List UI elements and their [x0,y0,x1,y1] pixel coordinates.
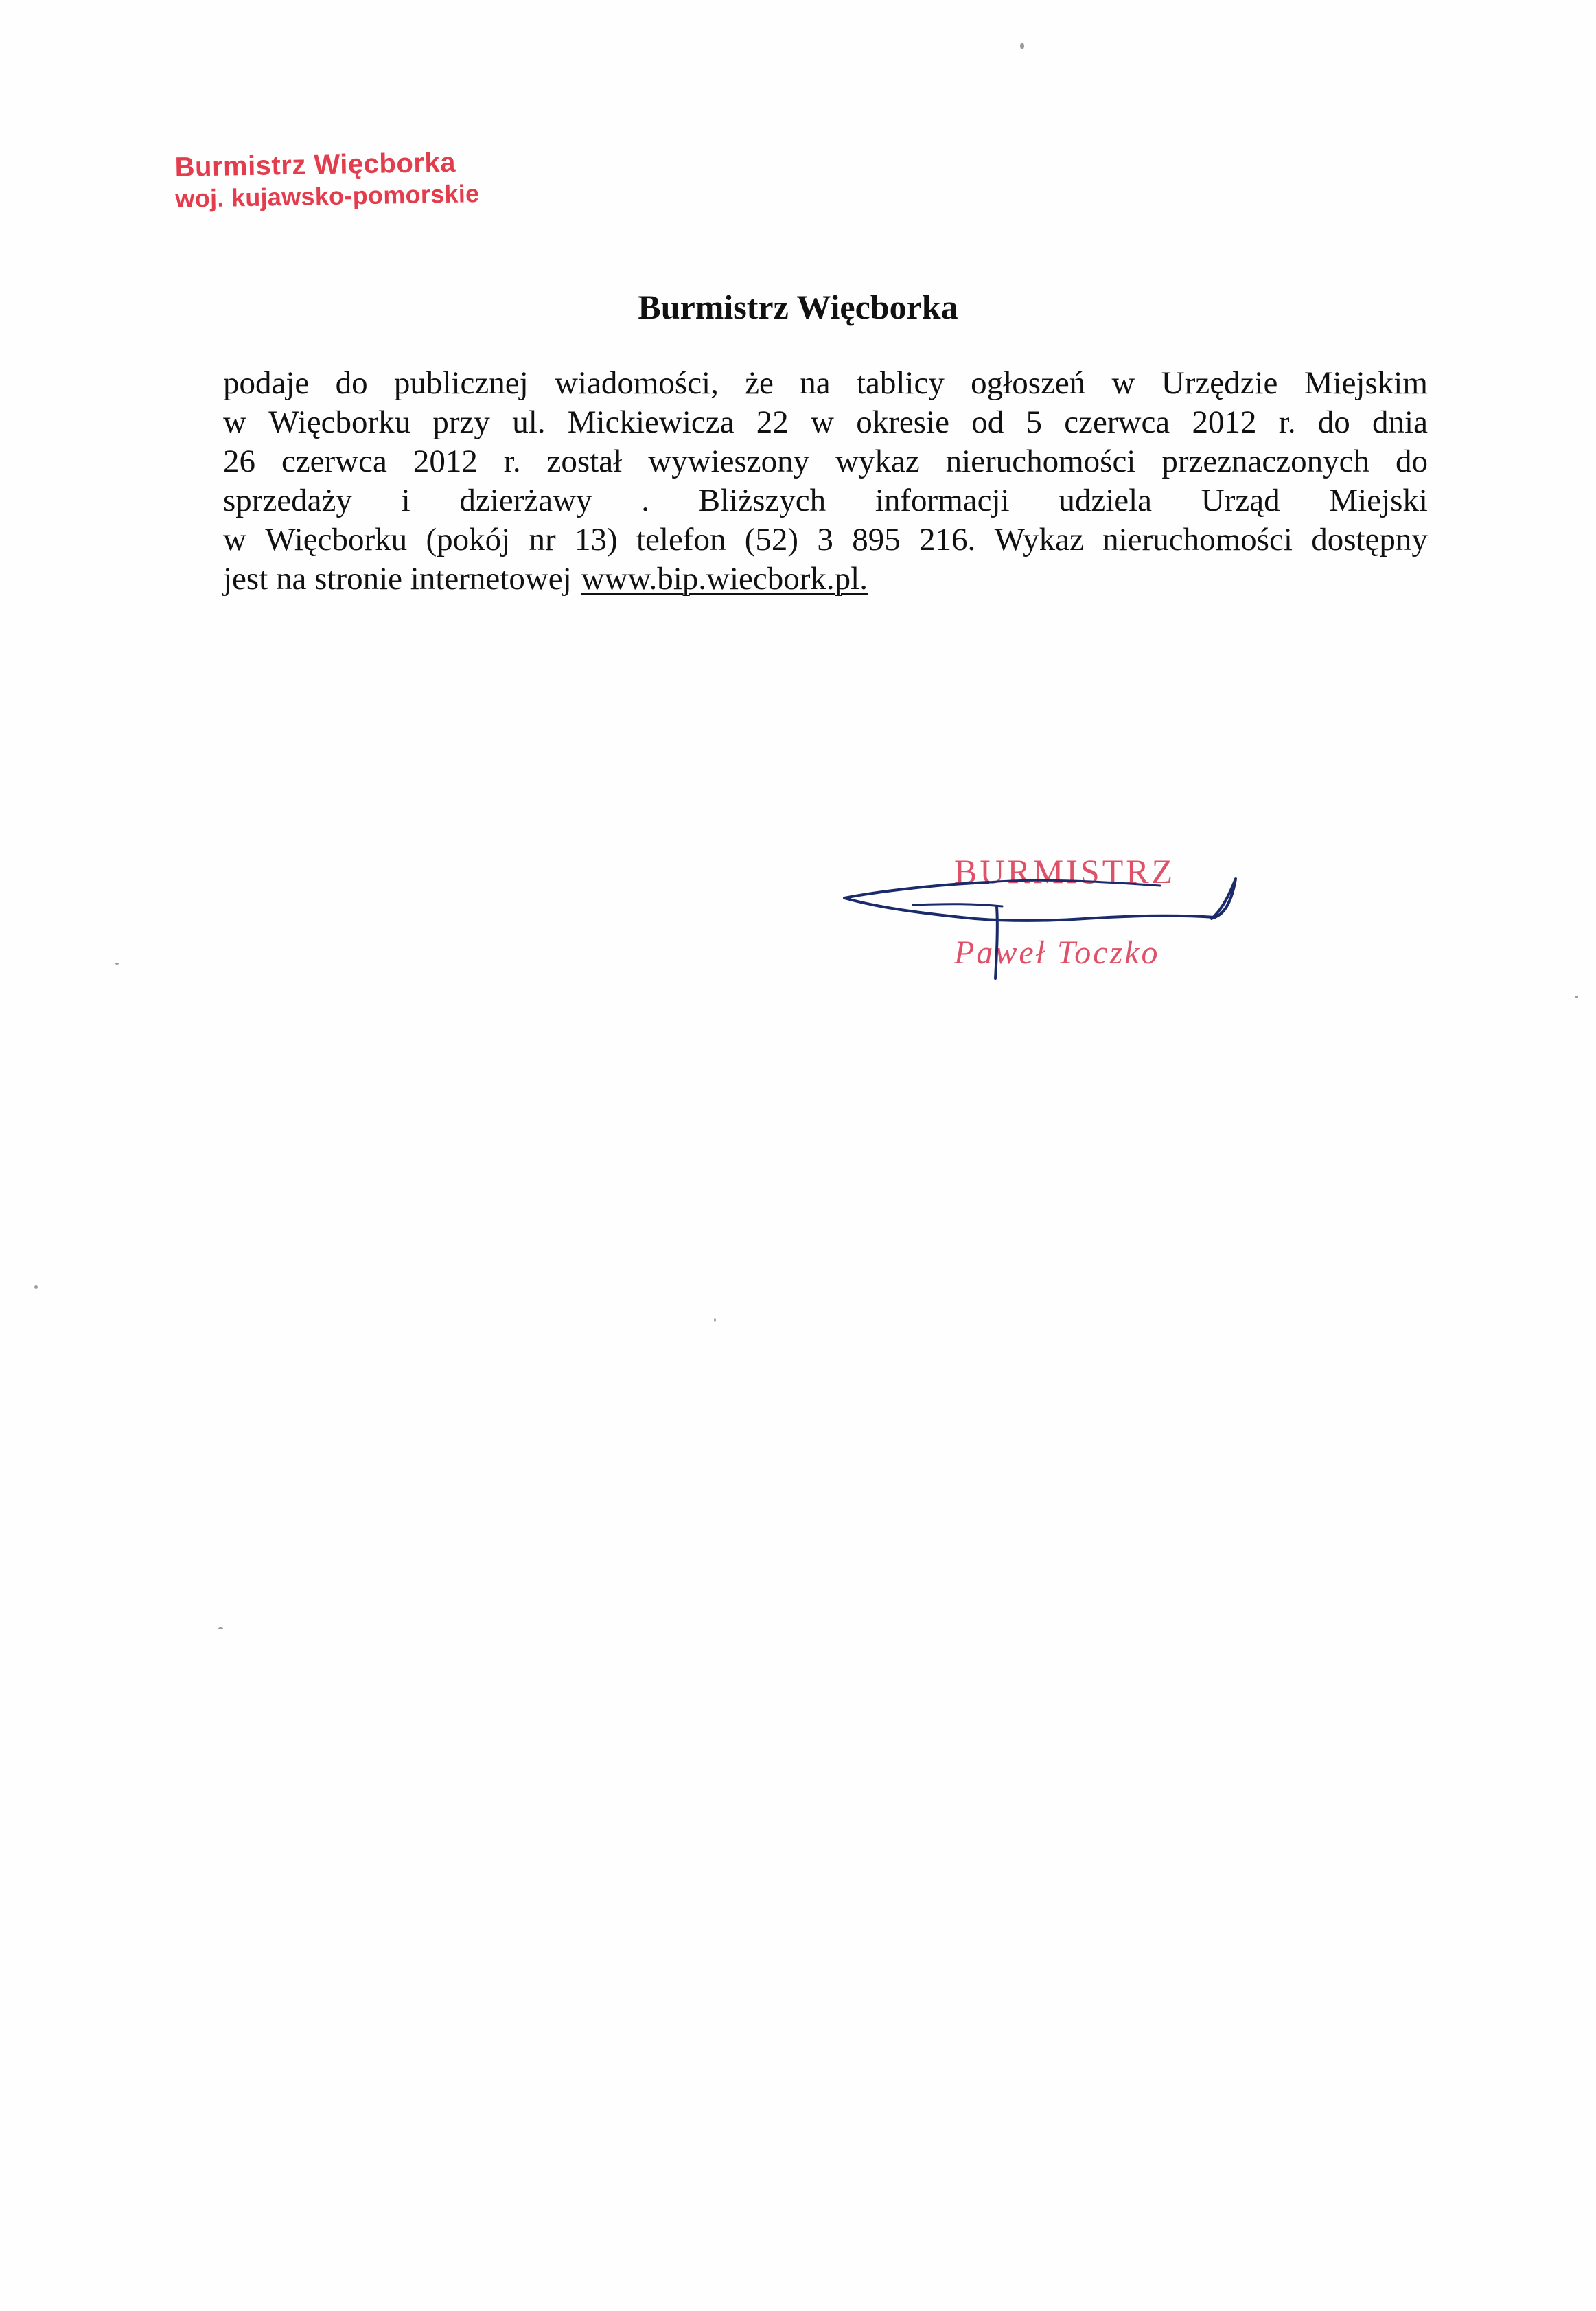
body-word: 2012 [413,444,478,479]
body-line-last [223,560,1428,599]
body-word: w [223,522,246,557]
body-word: publicznej [393,365,529,401]
stamp-line-1: Burmistrz Więcborka [174,147,456,183]
body-word: (52) [744,522,799,557]
body-word: 3 [817,522,833,557]
website-link[interactable]: www.bip.wiecbork.pl. [581,561,868,597]
body-word: dnia [1372,404,1428,440]
page-title: Burmistrz Więcborka [638,288,958,326]
body-line [223,442,1428,481]
scan-speck [1020,43,1024,49]
body-word: w [223,404,246,440]
body-word: przeznaczonych [1161,444,1370,479]
body-word: 22 [756,404,789,440]
body-line [223,481,1428,520]
scan-speck [714,1318,716,1322]
body-word: nr [529,522,556,557]
body-word: tablicy [856,365,945,401]
body-word: przy [432,404,490,440]
signature-block [837,844,1263,1002]
body-word: r. [503,444,521,479]
body-word: 5 [1026,404,1042,440]
body-word: Więcborku [268,404,411,440]
body-word: do [1395,444,1428,479]
body-word: Miejski [1329,483,1428,518]
announcement-body [223,364,1428,599]
body-word: 13) [575,522,618,557]
body-word: do [335,365,368,401]
body-word: czerwca [281,444,387,479]
body-word: Bliższych [698,483,826,518]
body-word: na [800,365,831,401]
scan-speck [218,1627,223,1629]
body-word: że [745,365,774,401]
body-word: i [401,483,410,518]
body-word: okresie [856,404,949,440]
body-line [223,520,1428,560]
body-word: do [1317,404,1350,440]
body-word: dostępny [1311,522,1428,557]
body-word: telefon [636,522,726,557]
body-word: Więcborku [265,522,408,557]
body-word: ogłoszeń [971,365,1086,401]
body-word: 26 [223,444,255,479]
body-word: wywieszony [648,444,810,479]
body-word: podaje [223,365,310,401]
body-word: Urzędzie [1161,365,1278,401]
body-word: 2012 [1192,404,1257,440]
body-word: . [641,483,650,518]
body-word: czerwca [1064,404,1170,440]
body-line [223,364,1428,403]
body-word: ul. [512,404,546,440]
header-stamp [174,148,479,211]
body-word: wykaz [835,444,920,479]
body-word: Urząd [1201,483,1280,518]
body-word: Miejskim [1304,365,1428,401]
body-word: w [811,404,834,440]
last-line-text: jest na stronie internetowej [223,561,572,597]
scan-speck [1575,996,1578,998]
body-word: wiadomości, [554,365,719,401]
body-word: r. [1278,404,1296,440]
body-word: dzierżawy [459,483,592,518]
body-word: 895 [852,522,901,557]
body-word: został [546,444,623,479]
body-word: informacji [875,483,1010,518]
body-word: w [1111,365,1135,401]
scan-speck [115,963,119,965]
body-word: sprzedaży [223,483,352,518]
scan-speck [34,1285,38,1289]
handwritten-signature [837,844,1263,1002]
body-word: Mickiewicza [567,404,735,440]
body-word: 216. [919,522,976,557]
body-word: od [971,404,1004,440]
body-line [223,403,1428,442]
body-word: nieruchomości [1102,522,1293,557]
body-word: Wykaz [994,522,1084,557]
body-word: udziela [1059,483,1153,518]
body-word: (pokój [426,522,511,557]
signature-stamp-title: BURMISTRZ [954,852,1176,890]
body-word: nieruchomości [945,444,1136,479]
signature-stamp-name: Paweł Toczko [954,934,1160,971]
stamp-line-2: woj. kujawsko-pomorskie [175,179,480,213]
